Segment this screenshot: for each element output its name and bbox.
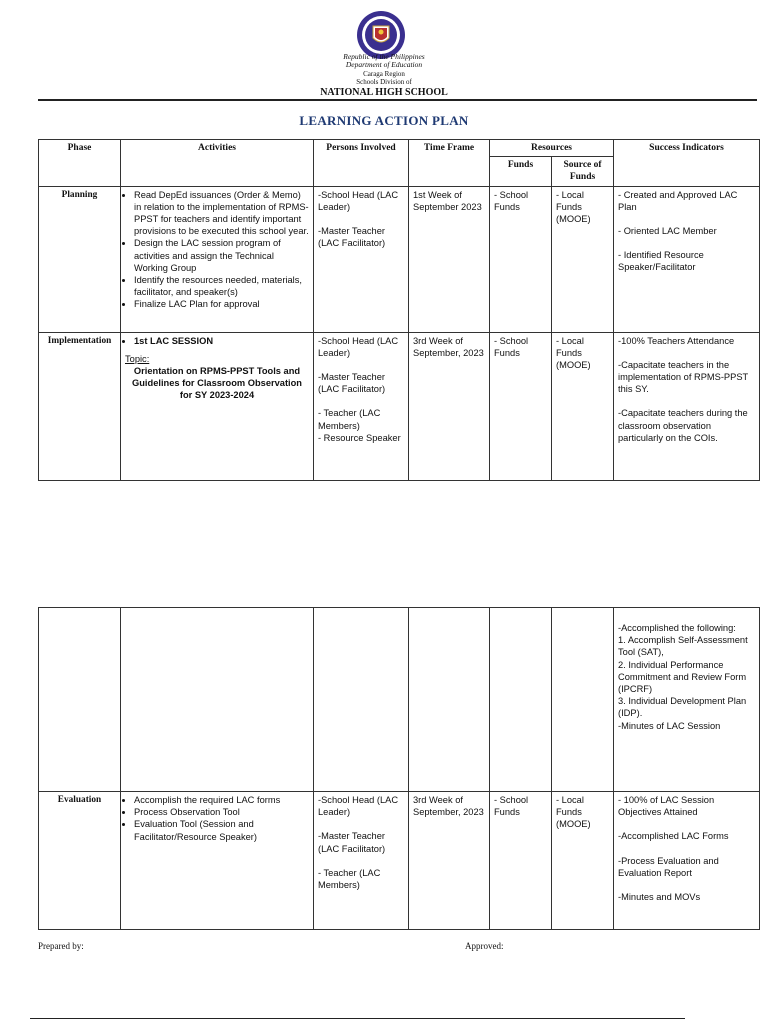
col-header-timeframe: Time Frame <box>409 140 490 187</box>
implementation-success <box>614 332 760 480</box>
person-entry: - Resource Speaker <box>318 432 401 443</box>
header-department: Department of Education <box>345 60 423 69</box>
success-entry: 3. Individual Development Plan (IDP). <box>618 696 747 719</box>
lac-plan-table-continued <box>38 607 760 930</box>
phase-evaluation: Evaluation <box>39 792 121 930</box>
table-row-evaluation <box>39 792 760 930</box>
lac-plan-table <box>38 139 760 481</box>
evaluation-source: - Local Funds (MOOE) <box>552 792 614 930</box>
header-divider <box>38 99 757 101</box>
person-entry: -School Head (LAC Leader) <box>318 189 399 212</box>
success-entry: -Accomplished the following: <box>618 623 736 633</box>
topic-label: Topic: <box>125 353 150 364</box>
success-entry: -Accomplished LAC Forms <box>618 831 729 842</box>
success-entry: 2. Individual Performance Commitment and Review Form (IPCRF) <box>618 659 747 695</box>
success-entry: - Identified Resource Speaker/Facilitator <box>618 250 704 273</box>
person-entry: -Master Teacher (LAC Facilitator) <box>318 372 386 395</box>
planning-funds: - School Funds <box>490 186 552 332</box>
planning-activities <box>121 186 314 332</box>
person-entry: - Teacher (LAC Members) <box>318 408 381 431</box>
col-header-funds: Funds <box>490 157 552 186</box>
table-row-implementation <box>39 332 760 480</box>
phase-planning: Planning <box>39 186 121 332</box>
header-region: Caraga Region <box>363 70 405 78</box>
list-item: • Read DepEd issuances (Order & Memo) in relation to the implementation of RPMS-PPST for teachers and identify important provisions to be executed this school year. <box>134 189 309 238</box>
list-item: • Identify the resources needed, materials, facilitator, and speaker(s) <box>134 274 309 298</box>
person-entry: -School Head (LAC Leader) <box>318 795 399 818</box>
table-header-row <box>39 140 760 157</box>
col-header-persons: Persons Involved <box>314 140 409 187</box>
col-header-phase: Phase <box>39 140 121 187</box>
header-division: Schools Division of <box>356 78 412 86</box>
implementation-persons <box>314 332 409 480</box>
success-entry: -Capacitate teachers during the classroom observation particularly on the COIs. <box>618 408 748 443</box>
success-entry: -Capacitate teachers in the implementation of RPMS-PPST this SY. <box>618 359 749 395</box>
implementation-timeframe: 3rd Week of September, 2023 <box>409 332 490 480</box>
col-header-source: Source of Funds <box>552 157 614 186</box>
topic-title: Orientation on RPMS-PPST Tools and Guidelines for Classroom Observation for SY 2023-2024 <box>132 366 302 401</box>
list-item: • Finalize LAC Plan for approval <box>134 298 309 310</box>
implementation-source: - Local Funds (MOOE) <box>552 332 614 480</box>
implementation-funds: - School Funds <box>490 332 552 480</box>
list-item: • Process Observation Tool <box>134 806 309 818</box>
success-entry: -100% Teachers Attendance <box>618 335 735 346</box>
approved-label: Approved: <box>465 941 504 951</box>
col-header-success: Success Indicators <box>614 140 760 187</box>
table-row-continuation <box>39 608 760 792</box>
person-entry: -School Head (LAC Leader) <box>318 335 399 358</box>
planning-source: - Local Funds (MOOE) <box>552 186 614 332</box>
evaluation-success <box>614 792 760 930</box>
evaluation-funds: - School Funds <box>490 792 552 930</box>
evaluation-timeframe: 3rd Week of September, 2023 <box>409 792 490 930</box>
success-entry: -Minutes of LAC Session <box>618 720 721 731</box>
success-entry: - Created and Approved LAC Plan <box>618 189 738 212</box>
header-republic: Republic of the Philippines <box>343 52 425 61</box>
planning-persons <box>314 186 409 332</box>
person-entry: -Master Teacher (LAC Facilitator) <box>318 831 386 854</box>
col-header-activities: Activities <box>121 140 314 187</box>
evaluation-activities <box>121 792 314 930</box>
planning-timeframe: 1st Week of September 2023 <box>409 186 490 332</box>
col-header-resources: Resources <box>490 140 614 157</box>
document-title: LEARNING ACTION PLAN <box>299 113 469 128</box>
success-entry: - Oriented LAC Member <box>618 226 717 237</box>
success-entry: - 100% of LAC Session Objectives Attained <box>618 795 715 818</box>
success-entry: 1. Accomplish Self-Assessment Tool (SAT), <box>618 635 748 658</box>
continuation-success <box>614 608 760 792</box>
success-entry: -Process Evaluation and Evaluation Report <box>618 855 719 878</box>
header-school: NATIONAL HIGH SCHOOL <box>320 87 448 98</box>
planning-success <box>614 186 760 332</box>
session-label: • 1st LAC SESSION <box>134 335 309 347</box>
implementation-activities <box>121 332 314 480</box>
signature-line <box>30 1018 685 1019</box>
list-item: • Evaluation Tool (Session and Facilitator/Resource Speaker) <box>134 818 309 842</box>
evaluation-persons <box>314 792 409 930</box>
list-item: • Accomplish the required LAC forms <box>134 794 309 806</box>
list-item: • Design the LAC session program of activities and assign the Technical Working Group <box>134 237 309 274</box>
prepared-by-label: Prepared by: <box>38 941 84 951</box>
table-row-planning <box>39 186 760 332</box>
person-entry: - Teacher (LAC Members) <box>318 867 381 891</box>
phase-implementation: Implementation <box>39 332 121 480</box>
success-entry: -Minutes and MOVs <box>618 892 701 903</box>
person-entry: -Master Teacher (LAC Facilitator) <box>318 226 386 249</box>
